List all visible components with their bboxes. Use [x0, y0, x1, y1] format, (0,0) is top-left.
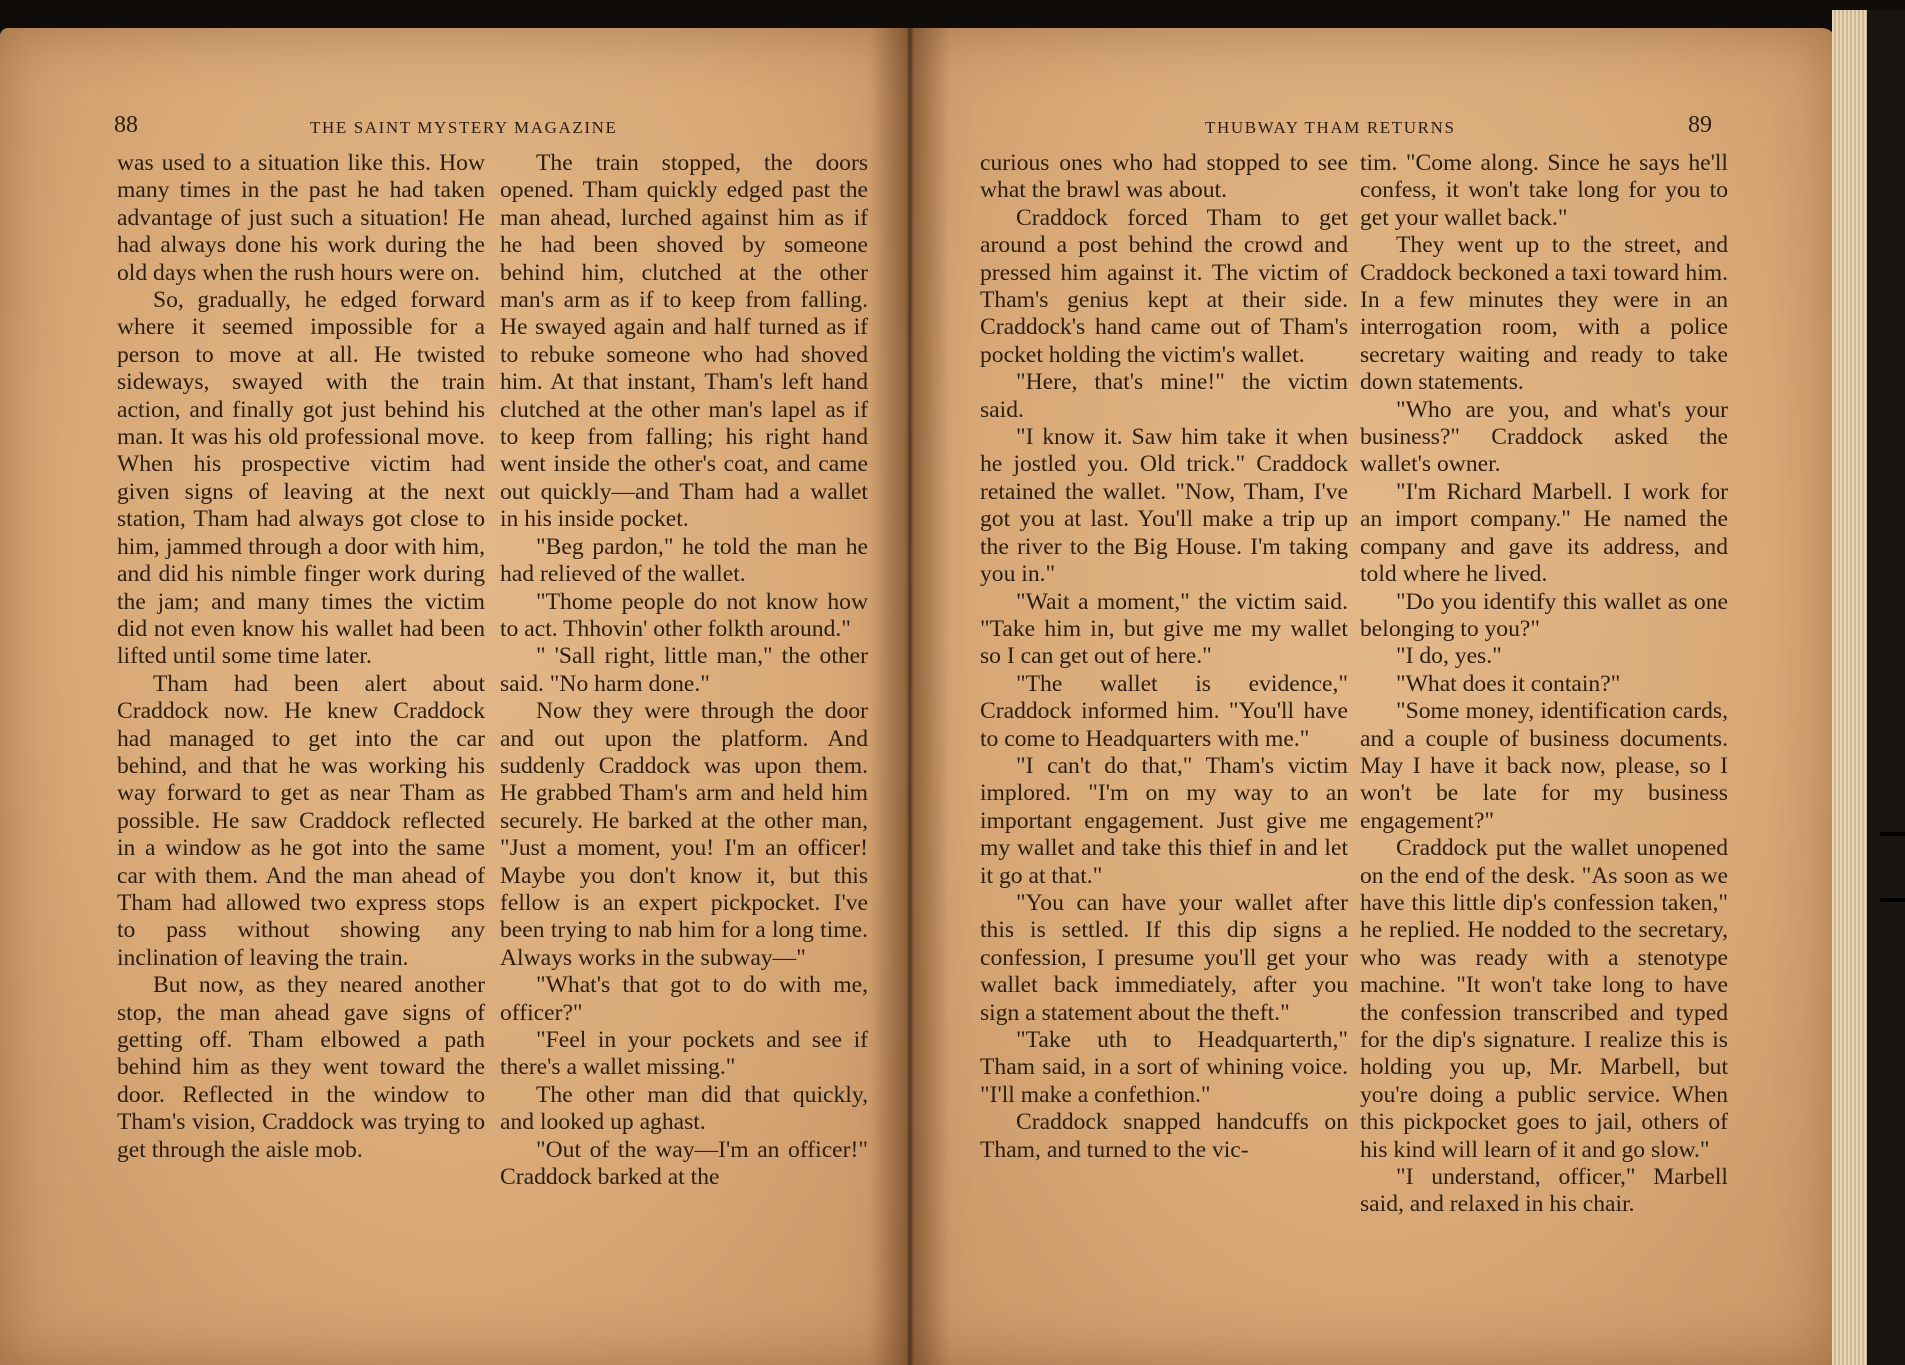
right-running-head: THUBWAY THAM RETURNS	[1205, 118, 1456, 137]
paragraph: "Wait a moment," the victim said. "Take him in, but give me my wallet so I can get out of here."	[980, 588, 1348, 670]
paragraph: "Here, that's mine!" the victim said.	[980, 369, 1348, 423]
paragraph: "You can have your wallet after this is settled. If this dip signs a confession, I presume you'll get your wallet back immediately, after you sign a statement about the theft."	[980, 889, 1348, 1026]
paragraph: Craddock snapped handcuffs on Tham, and turned to the vic-	[980, 1109, 1348, 1163]
paragraph: "I know it. Saw him take it when he jostled you. Old trick." Craddock retained the wallet. "Now, Tham, I've got you at last. You'll make a trip up the river to the Big House. I'm taking you in."	[980, 424, 1348, 588]
right-column-2	[1360, 150, 1728, 1219]
paragraph: "Some money, identification cards, and a couple of business documents. May I have it back now, please, so I won't be late for my business engagement?"	[1360, 698, 1728, 834]
paragraph: "Thome people do not know how to act. Thhovin' other folkth around."	[500, 588, 868, 642]
paragraph: Tham had been alert about Craddock now. He knew Craddock had managed to get into the car behind, and that he was working his way forward to get as near Tham as possible. He saw Craddock reflected in a window as he got into the same car with them. And the man ahead of Tham had allowed two express stops to pass without showing any inclination of leaving the train.	[117, 670, 485, 971]
paragraph: So, gradually, he edged forward where it seemed impossible for a person to move at all. He twisted sideways, swayed with the train action, and finally got just behind his man. It was his old professional move. When his prospective victim had given signs of leaving at the next station, Tham had always got close to him, jammed through a door with him, and did his nimble finger work during the jam; and many times the victim did not even know his wallet had been lifted until some time later.	[117, 287, 485, 670]
paragraph: "I can't do that," Tham's victim implored. "I'm on my way to an important engagement. Just give me my wallet and take this thief in and let it go at that."	[980, 752, 1348, 889]
paragraph: Now they were through the door and out upon the platform. And suddenly Craddock was upon them. He grabbed Tham's arm and held him securely. He barked at the other man, "Just a moment, you! I'm an officer! Maybe you don't know it, but this fellow is an expert pickpocket. I've been trying to nab him for a long time. Always works in the subway—"	[500, 698, 868, 971]
paragraph: "Do you identify this wallet as one belonging to you?"	[1360, 588, 1728, 642]
paragraph: "Who are you, and what's your business?" Craddock asked the wallet's owner.	[1360, 396, 1728, 478]
edge-mark	[1880, 898, 1905, 902]
paragraph: "What does it contain?"	[1396, 670, 1621, 697]
paragraph: "Feel in your pockets and see if there's a wallet missing."	[500, 1027, 868, 1081]
paragraph: The other man did that quickly, and looked up aghast.	[500, 1081, 868, 1136]
paragraph: was used to a situation like this. How many times in the past he had taken advantage of just such a situation! He had always done his work during the old days when the rush hours were on.	[117, 150, 485, 286]
paragraph: curious ones who had stopped to see what the brawl was about.	[980, 150, 1348, 204]
paragraph: "I understand, officer," Marbell said, and relaxed in his chair.	[1360, 1164, 1728, 1218]
paragraph: "Beg pardon," he told the man he had relieved of the wallet.	[500, 533, 868, 588]
left-running-head: THE SAINT MYSTERY MAGAZINE	[310, 118, 618, 137]
book-gutter	[870, 28, 950, 1365]
paragraph: Craddock forced Tham to get around a post behind the crowd and pressed him against it. The victim of Tham's genius kept at their side. Craddock's hand came out of Tham's pocket holding the victim's wallet.	[980, 204, 1348, 368]
background-edge	[1867, 10, 1905, 1365]
right-column-1	[980, 150, 1348, 1164]
paragraph: But now, as they neared another stop, the man ahead gave signs of getting off. Tham elbowed a path behind him as they went toward the door. Reflected in the window to Tham's vision, Craddock was trying to get through the aisle mob.	[117, 972, 485, 1163]
paragraph: tim. "Come along. Since he says he'll confess, it won't take long for you to get your wallet back."	[1360, 150, 1728, 231]
paragraph: "Take uth to Headquarterth," Tham said, in a sort of whining voice. "I'll make a confethion."	[980, 1027, 1348, 1108]
paragraph: Craddock put the wallet unopened on the end of the desk. "As soon as we have this little dip's confession taken," he replied. He nodded to the secretary, who was ready with a stenotype machine. "It won't take long to have the confession transcribed and typed for the dip's signature. I realize this is holding you up, Mr. Marbell, but you're doing a public service. When this pickpocket goes to jail, others of his kind will learn of it and go slow."	[1360, 835, 1728, 1163]
paragraph: The train stopped, the doors opened. Tham quickly edged past the man ahead, lurched against him as if he had been shoved by someone behind him, clutched at the other man's arm as if to keep from falling. He swayed again and half turned as if to rebuke someone who had shoved him. At that instant, Tham's left hand clutched at the other man's lapel as if to keep from falling; his right hand went inside the other's coat, and came out quickly—and Tham had a wallet in his inside pocket.	[500, 150, 868, 533]
page-edges	[1832, 10, 1867, 1365]
paragraph: " 'Sall right, little man," the other said. "No harm done."	[500, 643, 868, 697]
left-page-number: 88	[114, 112, 138, 138]
paragraph: "I do, yes."	[1396, 643, 1502, 670]
edge-mark	[1880, 832, 1905, 836]
paragraph: "The wallet is evidence," Craddock informed him. "You'll have to come to Headquarters with me."	[980, 670, 1348, 752]
right-page-number: 89	[1688, 112, 1712, 138]
paragraph: "Out of the way—I'm an officer!" Craddock barked at the	[500, 1136, 868, 1191]
left-column-2	[500, 150, 868, 1191]
paragraph: "What's that got to do with me, officer?"	[500, 972, 868, 1026]
paragraph: They went up to the street, and Craddock beckoned a taxi toward him. In a few minutes they were in an interrogation room, with a police secretary waiting and ready to take down statements.	[1360, 232, 1728, 396]
left-column-1	[117, 150, 485, 1164]
paragraph: "I'm Richard Marbell. I work for an import company." He named the company and gave its address, and told where he lived.	[1360, 478, 1728, 588]
